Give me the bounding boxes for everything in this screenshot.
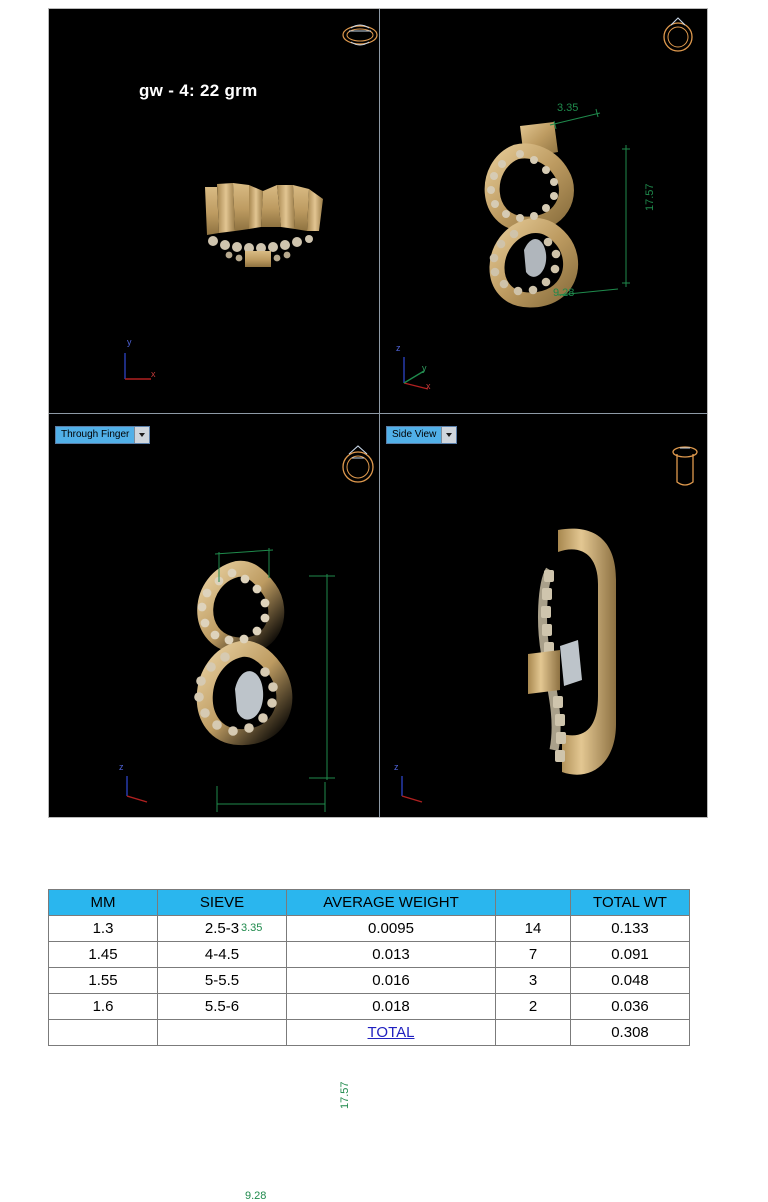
axis-label-z: z [394,762,399,772]
axis-label-y: y [127,337,132,347]
column-header-total-wt: TOTAL WT [571,890,690,916]
table-row [49,994,690,1020]
dimension-width-top: 3.35 [241,922,263,934]
cell-count: 7 [496,942,571,968]
ring-thumbnail-icon [658,15,698,55]
axis-label-x: x [151,369,156,379]
axis-label-z: z [119,762,124,772]
cell-average-weight: 0.013 [287,942,496,968]
dimension-width-top: 3.35 [557,102,579,114]
axis-gizmo-bottom-left [117,762,163,808]
stone-spec-table [48,889,690,1046]
viewport-title-label: Through Finger [56,427,134,443]
cell-sieve: 4-4.5 [158,942,287,968]
cell-mm: 1.3 [49,916,158,942]
cell-total-label [287,1020,496,1046]
cell-average-weight: 0.018 [287,994,496,1020]
chevron-down-icon[interactable] [134,427,149,443]
cell-sieve: 5-5.5 [158,968,287,994]
dimension-width-bottom: 9.28 [245,1190,267,1202]
axis-gizmo-top-right [394,345,440,391]
axis-label-x: x [426,381,431,391]
viewport-top-right[interactable] [380,9,707,413]
cell-total-wt: 0.036 [571,994,690,1020]
dimension-height: 17.57 [339,1081,351,1109]
cell-sieve-empty [158,1020,287,1046]
axis-gizmo-bottom-right [392,762,438,808]
chevron-down-icon[interactable] [441,427,456,443]
cell-count-empty [496,1020,571,1046]
column-header-mm: MM [49,890,158,916]
table-footer-row [49,1020,690,1046]
column-header-sieve: SIEVE [158,890,287,916]
cell-sieve: 5.5-6 [158,994,287,1020]
cell-count: 2 [496,994,571,1020]
cell-count: 3 [496,968,571,994]
cell-average-weight: 0.0095 [287,916,496,942]
dimension-width-bottom: 9.28 [553,287,575,299]
table-header-row [49,890,690,916]
axis-label-z: z [396,343,401,353]
axis-gizmo-top-left [117,337,163,387]
cell-grand-total: 0.308 [571,1020,690,1046]
cell-total-wt: 0.048 [571,968,690,994]
cell-mm-empty [49,1020,158,1046]
total-link[interactable]: TOTAL [367,1024,415,1041]
viewport-bottom-right[interactable] [380,414,707,817]
ring-thumbnail-icon [337,442,379,486]
viewport-title-label: Side View [387,427,441,443]
cell-total-wt: 0.091 [571,942,690,968]
cell-sieve: 2.5-3 [158,916,287,942]
dimension-lines [199,532,349,822]
cell-total-wt: 0.133 [571,916,690,942]
table-row [49,968,690,994]
column-header-count [496,890,571,916]
weight-note: gw - 4: 22 grm [139,81,258,100]
column-header-average-weight: AVERAGE WEIGHT [287,890,496,916]
dimension-lines [540,97,670,307]
model-render-top [189,179,349,289]
cell-average-weight: 0.016 [287,968,496,994]
cell-mm: 1.45 [49,942,158,968]
model-render-side [520,514,650,804]
table-row [49,916,690,942]
table-row [49,942,690,968]
cell-mm: 1.6 [49,994,158,1020]
ring-thumbnail-icon [668,442,702,490]
viewport-top-left[interactable] [49,9,379,413]
viewport-title-through-finger[interactable] [55,426,150,444]
cell-count: 14 [496,916,571,942]
dimension-height: 17.57 [644,183,656,211]
viewport-title-side-view[interactable] [386,426,457,444]
ring-thumbnail-icon [339,17,381,51]
cell-mm: 1.55 [49,968,158,994]
axis-label-y: y [422,363,427,373]
